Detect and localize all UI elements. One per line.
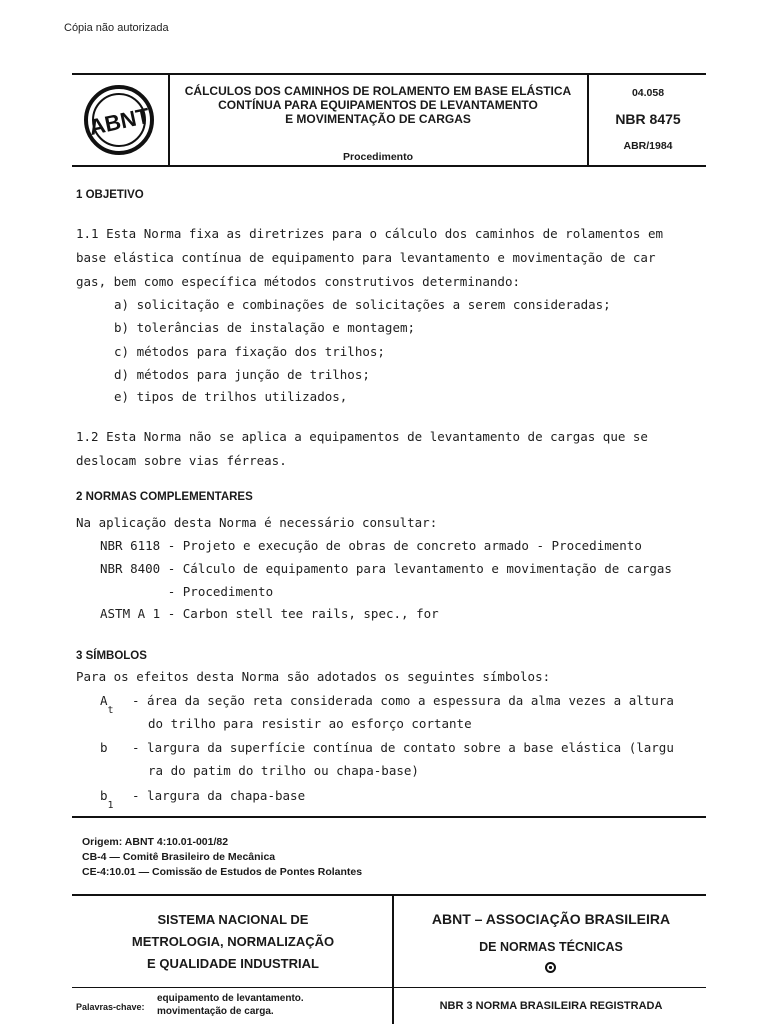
origin-line: Origem: ABNT 4:10.01-001/82 xyxy=(82,836,229,848)
section-3-intro: Para os efeitos desta Norma são adotados os seguintes símbolos: xyxy=(76,669,551,684)
keywords-label: Palavras-chave: xyxy=(76,1002,145,1012)
paragraph-1-1-line-3: gas, bem como específica métodos construtivos determinando: xyxy=(76,274,521,289)
paragraph-1-1-line-2: base elástica contínua de equipamento para levantamento e movimentação de car xyxy=(76,250,656,265)
header-divider-right xyxy=(587,73,589,167)
keywords xyxy=(157,992,304,1018)
standard-number: NBR 8475 xyxy=(615,111,681,127)
commission-line: CE-4:10.01 — Comissão de Estudos de Pontes Rolantes xyxy=(82,866,363,878)
abnt-logo xyxy=(83,84,155,156)
abnt-name-line-1: ABNT – ASSOCIAÇÃO BRASILEIRA xyxy=(431,911,671,927)
footer-top-rule xyxy=(72,894,706,896)
symbol-at xyxy=(100,693,114,716)
section-2-intro: Na aplicação desta Norma é necessário consultar: xyxy=(76,515,438,530)
keyword-2: movimentação de carga. xyxy=(157,1006,274,1017)
document-code: 04.058 xyxy=(631,87,665,99)
sinmetro-line-3: E QUALIDADE INDUSTRIAL xyxy=(147,956,319,971)
section-3-title: 3 SÍMBOLOS xyxy=(76,650,147,662)
abnt-seal-icon xyxy=(545,962,556,973)
section-1-title: 1 OBJETIVO xyxy=(76,189,144,201)
title-line-3: E MOVIMENTAÇÃO DE CARGAS xyxy=(285,112,471,126)
symbol-b1-subscript: 1 xyxy=(107,799,114,811)
symbol-b1-definition: - largura da chapa-base xyxy=(132,788,306,803)
paragraph-1-2-line-1: 1.2 Esta Norma não se aplica a equipamentos de levantamento de cargas que se xyxy=(76,429,648,444)
reference-item: ASTM A 1 - Carbon stell tee rails, spec., for xyxy=(100,606,439,621)
section-2-title: 2 NORMAS COMPLEMENTARES xyxy=(76,491,253,503)
document-title xyxy=(172,84,584,126)
symbol-b1-letter: b xyxy=(100,788,108,803)
paragraph-1-1-line-1: 1.1 Esta Norma fixa as diretrizes para o cálculo dos caminhos de rolamentos em xyxy=(76,226,663,241)
reference-item: NBR 8400 - Cálculo de equipamento para levantamento e movimentação de cargas xyxy=(100,561,672,576)
meta-rule xyxy=(72,816,706,818)
footer-divider xyxy=(392,894,394,1024)
committee-line: CB-4 — Comitê Brasileiro de Mecânica xyxy=(82,851,276,863)
symbol-at-letter: A xyxy=(100,693,108,708)
sinmetro-line-1: SISTEMA NACIONAL DE xyxy=(157,912,309,927)
logo-text: ABNT xyxy=(86,102,152,141)
reference-item: NBR 6118 - Projeto e execução de obras de concreto armado - Procedimento xyxy=(100,538,642,553)
symbol-b1 xyxy=(100,788,114,811)
symbol-b-definition-line-2: ra do patim do trilho ou chapa-base) xyxy=(148,763,419,778)
symbol-at-subscript: t xyxy=(107,704,114,716)
document-type: Procedimento xyxy=(342,151,413,163)
list-item: b) tolerâncias de instalação e montagem; xyxy=(114,320,416,335)
sinmetro-line-2: METROLOGIA, NORMALIZAÇÃO xyxy=(131,934,335,949)
reference-item: - Procedimento xyxy=(100,584,274,599)
symbol-b-definition-line-1: - largura da superfície contínua de contato sobre a base elástica (largu xyxy=(132,740,674,755)
symbol-b: b xyxy=(100,740,108,755)
header-divider-left xyxy=(168,73,170,167)
unauthorized-copy-notice: Cópia não autorizada xyxy=(64,22,169,34)
publication-date: ABR/1984 xyxy=(623,140,673,152)
title-line-2: CONTÍNUA PARA EQUIPAMENTOS DE LEVANTAMENTO xyxy=(218,98,538,112)
title-line-1: CÁLCULOS DOS CAMINHOS DE ROLAMENTO EM BASE ELÁSTICA xyxy=(184,84,572,98)
paragraph-1-2-line-2: deslocam sobre vias férreas. xyxy=(76,453,287,468)
list-item: e) tipos de trilhos utilizados, xyxy=(114,389,348,404)
list-item: c) métodos para fixação dos trilhos; xyxy=(114,344,385,359)
footer-middle-rule xyxy=(72,987,706,988)
sinmetro-block xyxy=(80,909,386,975)
symbol-at-definition-line-1: - área da seção reta considerada como a espessura da alma vezes a altura xyxy=(132,693,674,708)
abnt-name-line-2: DE NORMAS TÉCNICAS xyxy=(479,940,623,954)
list-item: d) métodos para junção de trilhos; xyxy=(114,367,370,382)
keyword-1: equipamento de levantamento. xyxy=(157,993,304,1004)
symbol-at-definition-line-2: do trilho para resistir ao esforço cortante xyxy=(148,716,472,731)
registered-standard: NBR 3 NORMA BRASILEIRA REGISTRADA xyxy=(439,1000,663,1012)
list-item: a) solicitação e combinações de solicitações a serem consideradas; xyxy=(114,297,611,312)
